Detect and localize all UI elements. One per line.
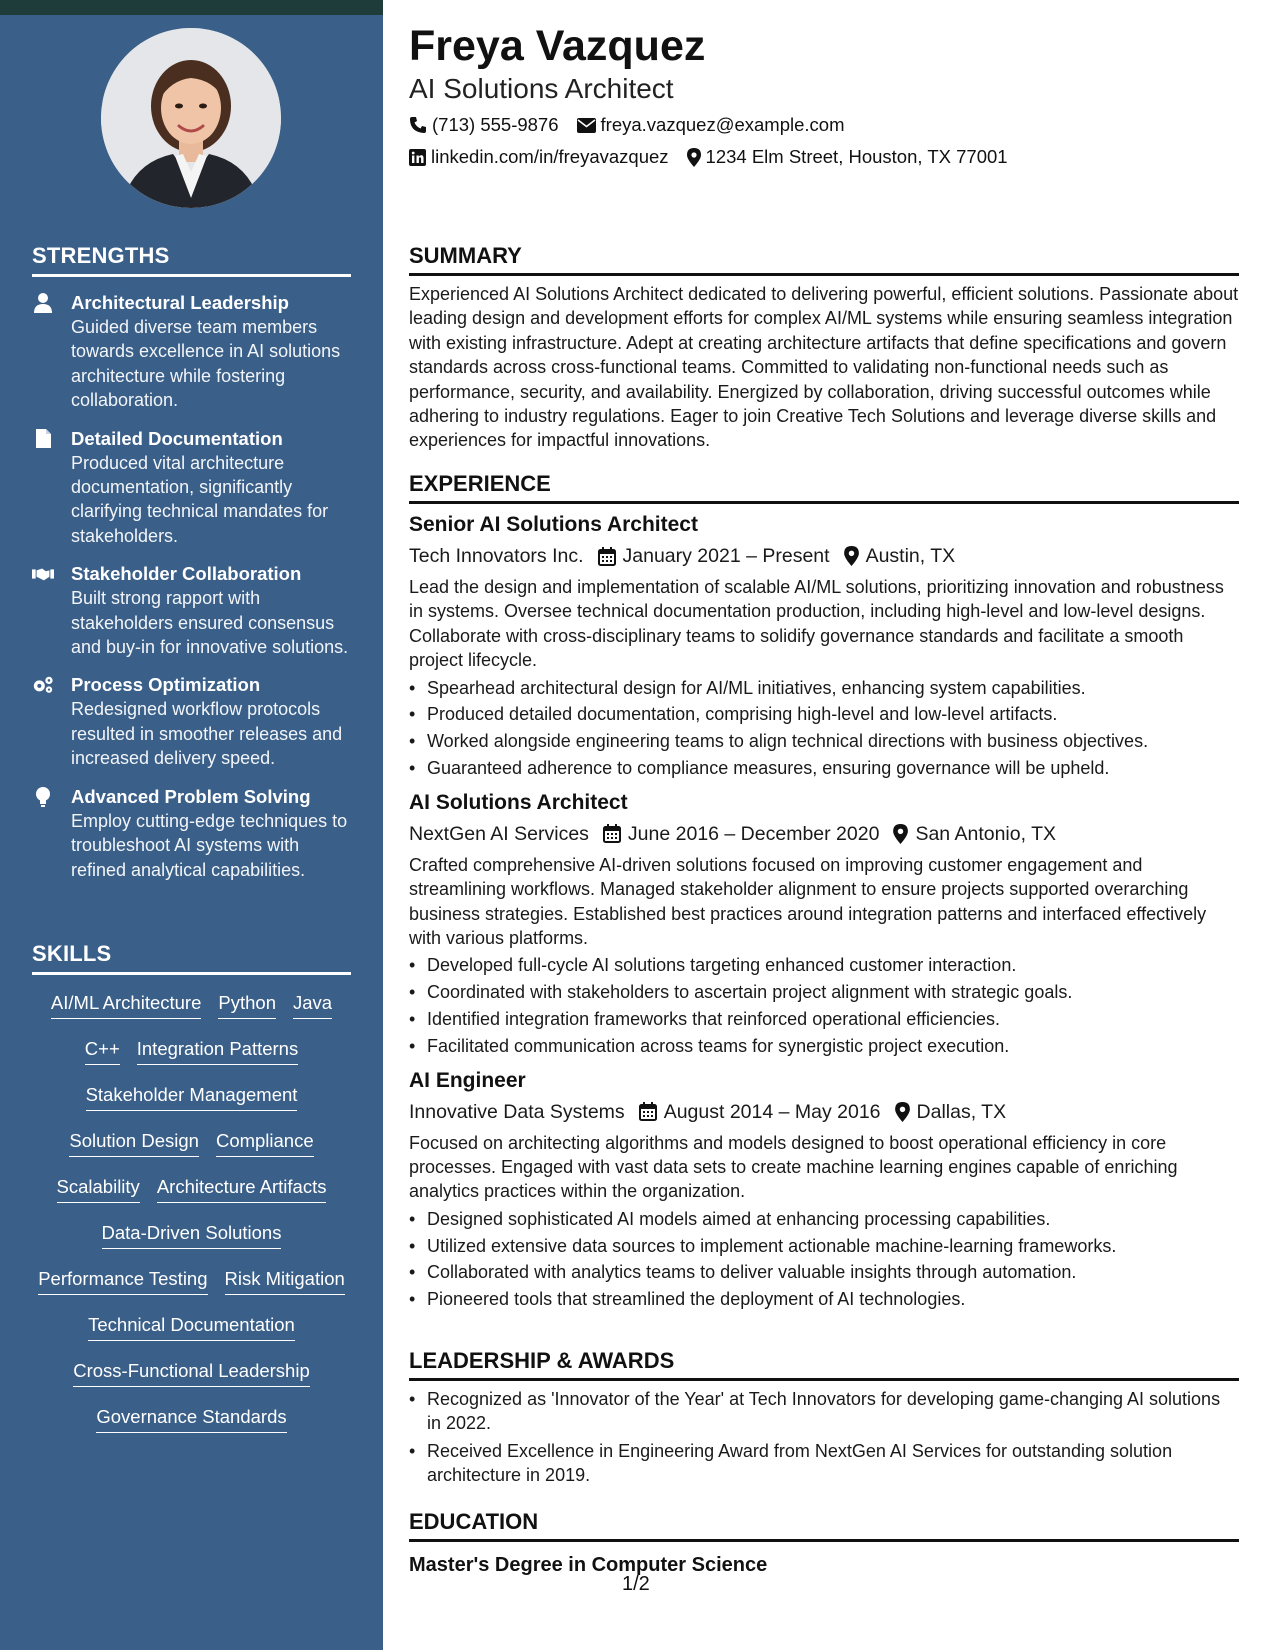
awards-heading: LEADERSHIP & AWARDS — [409, 1348, 1239, 1381]
linkedin-contact — [409, 145, 669, 169]
skills-section — [32, 941, 351, 1433]
skill-tag: Stakeholder Management — [86, 1083, 298, 1111]
awards-section — [409, 1348, 1239, 1488]
phone-icon — [409, 116, 427, 134]
avatar — [101, 28, 281, 208]
calendar-icon — [639, 1102, 657, 1121]
job-bullet: • Pioneered tools that streamlined the deployment of AI technologies. — [409, 1286, 1239, 1313]
gears-icon — [32, 674, 54, 696]
page-number: 1/2 — [622, 1573, 650, 1595]
strength-desc: Redesigned workflow protocols resulted in smoother releases and increased delivery speed. — [71, 699, 343, 769]
contact-row — [409, 145, 1239, 169]
strength-title: Architectural Leadership — [71, 292, 289, 313]
job-company: Innovative Data Systems — [409, 1100, 625, 1123]
envelope-icon — [577, 118, 596, 133]
job-location: Dallas, TX — [916, 1100, 1007, 1123]
strength-title: Detailed Documentation — [71, 427, 283, 449]
skill-tag: Technical Documentation — [88, 1313, 295, 1341]
job-bullet: • Spearhead architectural design for AI/ML initiatives, enhancing system capabilities. — [409, 675, 1239, 702]
job-title: Senior AI Solutions Architect — [409, 513, 698, 536]
job-dates: January 2021 – Present — [622, 545, 830, 567]
job-bullets — [409, 952, 1239, 1059]
strength-desc: Guided diverse team members towards excellence in AI solutions architecture while fostering collaboration. — [71, 317, 341, 411]
skill-tag: Data-Driven Solutions — [102, 1221, 282, 1249]
skill-tag: Scalability — [57, 1175, 140, 1203]
address-contact — [687, 145, 1008, 169]
skill-tag: Governance Standards — [96, 1405, 286, 1433]
lightbulb-icon — [32, 786, 54, 808]
candidate-name: Freya Vazquez — [409, 22, 706, 70]
education-section — [409, 1509, 1239, 1578]
header — [409, 20, 1239, 169]
job-meta — [409, 821, 1239, 847]
strength-item — [32, 785, 351, 882]
map-pin-icon — [893, 824, 908, 844]
experience-heading: EXPERIENCE — [409, 471, 1239, 504]
job-bullets — [409, 1206, 1239, 1313]
strength-item — [32, 427, 351, 549]
skill-tag: Cross-Functional Leadership — [73, 1359, 310, 1387]
address-text: 1234 Elm Street, Houston, TX 77001 — [705, 146, 1008, 167]
job-bullet: • Designed sophisticated AI models aimed at enhancing processing capabilities. — [409, 1206, 1239, 1233]
job-bullet: • Produced detailed documentation, comprising high-level and low-level artifacts. — [409, 701, 1239, 728]
job-meta — [409, 1099, 1239, 1125]
summary-text: Experienced AI Solutions Architect dedicated to delivering powerful, efficient solutions. Passionate about leading design and development efforts for complex AI/ML systems while ensuring seamless integration with existing infrastructure. Adept at creating architecture artifacts that define specifications and govern standards across cross-functional teams. Committed to validating non-functional needs such as performance, security, and availability. Energized by collaboration, driving successful outcomes while adhering to industry regulations. Eager to join Creative Tech Solutions and leverage diverse skills and experiences for impactful innovations. — [409, 284, 1239, 451]
job-bullet: • Developed full-cycle AI solutions targeting enhanced customer interaction. — [409, 952, 1239, 979]
job-summary: Lead the design and implementation of scalable AI/ML solutions, prioritizing innovation and robustness in systems. Oversee technical documentation production, including high-level and low-level designs. Collaborate with cross-disciplinary teams to solidify governance standards and facilitate a smooth project lifecycle. — [409, 577, 1224, 671]
job-bullet: • Identified integration frameworks that reinforced operational efficiencies. — [409, 1006, 1239, 1033]
email-contact — [577, 113, 845, 137]
email-text: freya.vazquez@example.com — [600, 114, 845, 135]
sidebar — [0, 0, 383, 1650]
job-bullet: • Coordinated with stakeholders to ascertain project alignment with strategic goals. — [409, 979, 1239, 1006]
job-entry — [409, 512, 1239, 782]
map-pin-icon — [844, 546, 859, 566]
job-dates: August 2014 – May 2016 — [663, 1100, 881, 1123]
strength-desc: Built strong rapport with stakeholders ensured consensus and buy-in for innovative solutions. — [71, 588, 349, 658]
award-item: • Received Excellence in Engineering Award from NextGen AI Services for outstanding solution architecture in 2019. — [409, 1439, 1239, 1488]
skill-tag: AI/ML Architecture — [51, 991, 201, 1019]
job-bullets — [409, 675, 1239, 782]
job-bullet: • Worked alongside engineering teams to align technical directions with business objectives. — [409, 728, 1239, 755]
document-icon — [32, 428, 54, 450]
skill-tag: Integration Patterns — [137, 1037, 298, 1065]
strength-title: Stakeholder Collaboration — [71, 563, 302, 585]
job-bullet: • Collaborated with analytics teams to deliver valuable insights through automation. — [409, 1259, 1239, 1286]
sidebar-top-bar — [0, 0, 383, 15]
skill-tag: Performance Testing — [38, 1267, 207, 1295]
job-bullet: • Facilitated communication across teams for synergistic project execution. — [409, 1033, 1239, 1060]
skill-tag: Compliance — [216, 1129, 314, 1157]
job-dates: June 2016 – December 2020 — [627, 822, 880, 845]
strength-title: Process Optimization — [71, 674, 261, 696]
skill-tag: Java — [293, 991, 332, 1019]
job-bullet: • Utilized extensive data sources to implement actionable machine-learning frameworks. — [409, 1233, 1239, 1260]
strength-item — [32, 291, 351, 413]
job-title: AI Engineer — [409, 1068, 526, 1092]
job-summary: Focused on architecting algorithms and models designed to boost operational efficiency in core processes. Engaged with vast data sets to create machine learning engines capable of enriching analytics practices within the organization. — [409, 1132, 1178, 1202]
skill-tag: C++ — [85, 1037, 120, 1065]
strength-desc: Employ cutting-edge techniques to troubleshoot AI systems with refined analytical capabilities. — [71, 810, 348, 880]
skill-tag: Architecture Artifacts — [157, 1175, 327, 1203]
job-title: AI Solutions Architect — [409, 790, 628, 814]
skill-tag: Python — [218, 991, 276, 1019]
calendar-icon — [603, 824, 621, 843]
skill-tag: Solution Design — [69, 1129, 199, 1157]
map-pin-icon — [895, 1102, 910, 1122]
education-degree: Master's Degree in Computer Science — [409, 1554, 768, 1576]
user-icon — [32, 292, 54, 314]
job-location: San Antonio, TX — [915, 822, 1057, 845]
job-company: Tech Innovators Inc. — [409, 545, 584, 567]
job-bullet: • Guaranteed adherence to compliance measures, ensuring governance will be upheld. — [409, 755, 1239, 782]
job-company: NextGen AI Services — [409, 822, 589, 845]
job-meta — [409, 543, 1239, 569]
job-location: Austin, TX — [865, 545, 956, 567]
strength-item — [32, 562, 351, 659]
phone-text: (713) 555-9876 — [432, 114, 559, 135]
handshake-icon — [32, 563, 54, 585]
experience-section — [409, 471, 1239, 1313]
map-pin-icon — [687, 148, 701, 167]
strength-title: Advanced Problem Solving — [71, 785, 311, 807]
phone-contact — [409, 113, 559, 137]
strengths-section — [32, 243, 351, 882]
education-heading: EDUCATION — [409, 1509, 1239, 1542]
skills-heading: SKILLS — [32, 941, 351, 975]
contact-row — [409, 113, 1239, 137]
linkedin-text: linkedin.com/in/freyavazquez — [431, 146, 669, 167]
strength-item — [32, 673, 351, 770]
awards-list — [409, 1387, 1239, 1488]
skill-tag: Risk Mitigation — [225, 1267, 345, 1295]
skills-list — [32, 991, 351, 1433]
candidate-title: AI Solutions Architect — [409, 73, 674, 104]
job-summary: Crafted comprehensive AI-driven solutions focused on improving customer engagement and streamlining workflows. Managed stakeholder alignment to ensure projects supported overarching business strategies. Established best practices around integration patterns and interfaced effectively with various platforms. — [409, 854, 1207, 949]
strengths-heading: STRENGTHS — [32, 243, 351, 277]
summary-section — [409, 243, 1239, 453]
award-item: • Recognized as 'Innovator of the Year' at Tech Innovators for developing game-changing AI solutions in 2022. — [409, 1387, 1239, 1436]
linkedin-icon — [409, 149, 426, 166]
job-entry — [409, 790, 1239, 1060]
calendar-icon — [598, 547, 616, 566]
strength-desc: Produced vital architecture documentation, significantly clarifying technical mandates for stakeholders. — [71, 452, 329, 546]
job-entry — [409, 1068, 1239, 1313]
summary-heading: SUMMARY — [409, 243, 1239, 276]
